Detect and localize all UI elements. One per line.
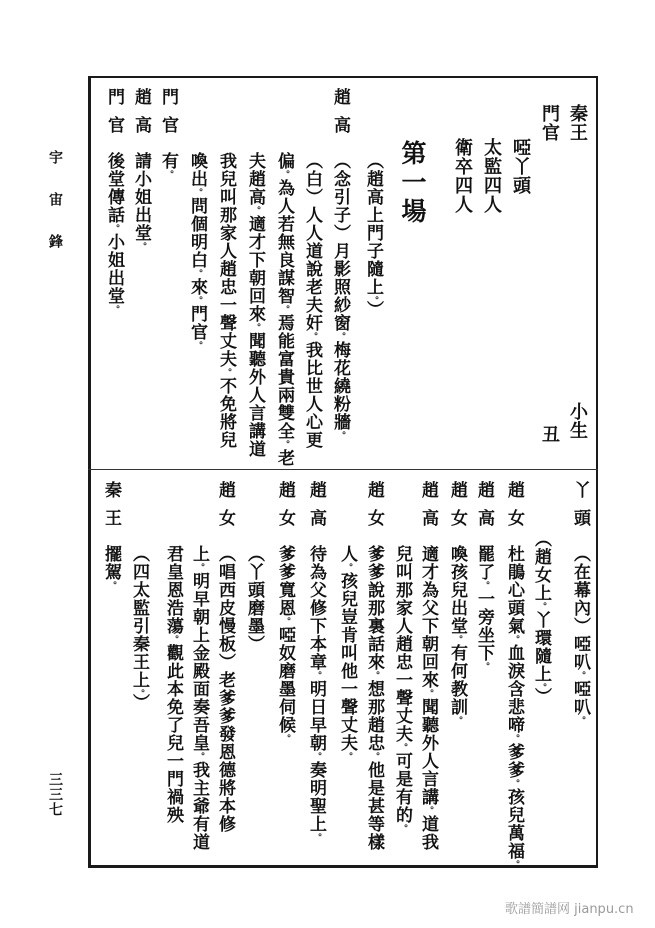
cast-name: 啞丫頭 (510, 138, 531, 195)
speaker: 秦王 (101, 481, 121, 537)
cast-name: 門官 (539, 104, 560, 142)
dialogue-line: 爹爹寬恩。啞奴磨墨伺候。 (275, 545, 295, 743)
dialogue-line: 待為父修下本章。明日早朝。奏明聖上。 (306, 545, 326, 842)
cast-name: 衛卒四人 (452, 138, 473, 214)
dialogue-line: 君皇恩浩蕩。觀此本免了兒一門禍殃 (163, 545, 183, 824)
dialogue-line: 喚孩兒出堂。有何教訓。 (447, 545, 467, 725)
scene-title: 第一場 (398, 140, 427, 227)
stage-direction: （四太監引秦王上。） (129, 545, 149, 712)
speaker: 趙高 (418, 481, 438, 537)
speaker: 趙高 (306, 481, 326, 537)
book-title: 宇宙鋒 (47, 150, 63, 276)
stage-direction: （丫頭磨墨） (244, 545, 264, 653)
dialogue-line: （白）人人道說老夫奸。我比世人心更 (302, 152, 322, 449)
dialogue-line: 偏。為人若無良謀智。焉能富貴兩雙全。老 (274, 152, 294, 467)
watermark: 歌譜簡譜网 jianpu.cn (505, 902, 634, 917)
dialogue-line: 上。明早朝上金殿面奏吾皇。我主爺有道 (189, 545, 209, 851)
speaker: 趙女 (447, 481, 467, 537)
dialogue-line: 杜鵑心頭氣。血淚含悲啼。爹爹。孩兒萬福。 (504, 545, 524, 869)
speaker: 趙女 (215, 481, 235, 537)
half-divider (88, 469, 598, 470)
dialogue-line: 我兒叫那家人趙忠一聲丈夫。不免將兒 (216, 152, 236, 449)
dialogue-line: 適才為父下朝回來。聞聽外人言講。道我 (418, 545, 438, 851)
speaker: 門官 (104, 88, 124, 144)
dialogue-line: （在幕內）啞叭。啞叭。 (570, 545, 590, 725)
dialogue-line: 爹爹說那裏話來。想那趙忠。他是甚等樣 (364, 545, 384, 851)
cast-role: 丑 (539, 425, 560, 444)
speaker: 趙高 (474, 481, 494, 537)
dialogue-line: 擺駕。 (101, 545, 121, 590)
dialogue-line: 後堂傳話。小姐出堂。 (104, 152, 124, 314)
speaker: 趙女 (275, 481, 295, 537)
dialogue-line: 請小姐出堂。 (131, 152, 151, 251)
dialogue-line: 有。 (158, 152, 178, 179)
dialogue-line: （念引子）月影照紗窗。梅花繞粉牆。 (330, 152, 350, 440)
dialogue-line: 喚出。問個明白。來。門官。 (187, 152, 207, 350)
speaker: 門官 (158, 88, 178, 144)
dialogue-line: 罷了。一旁坐下。 (474, 545, 494, 671)
speaker: 趙高 (330, 88, 350, 144)
cast-role: 小生 (567, 402, 588, 440)
speaker: 趙高 (131, 88, 151, 144)
cast-name: 太監四人 (481, 138, 502, 214)
speaker: 丫頭 (570, 481, 590, 537)
dialogue-line: 夫趙高。適才下朝回來。聞聽外人言講道 (245, 152, 265, 458)
dialogue-line: （唱西皮慢板）老爹爹發恩德將本修 (215, 545, 235, 833)
page-number: 三三七 (47, 772, 63, 817)
speaker: 趙女 (504, 481, 524, 537)
stage-direction: （趙高上門子隨上。） (363, 152, 383, 319)
speaker: 趙女 (364, 481, 384, 537)
cast-name: 秦王 (567, 104, 588, 142)
dialogue-line: 人。孩兒豈肯叫他一聲丈夫。 (337, 545, 357, 761)
dialogue-line: 兒叫那家人趙忠一聲丈夫。可是有的。 (392, 545, 412, 833)
stage-direction: （趙女上。丫環隨上。） (531, 530, 551, 706)
